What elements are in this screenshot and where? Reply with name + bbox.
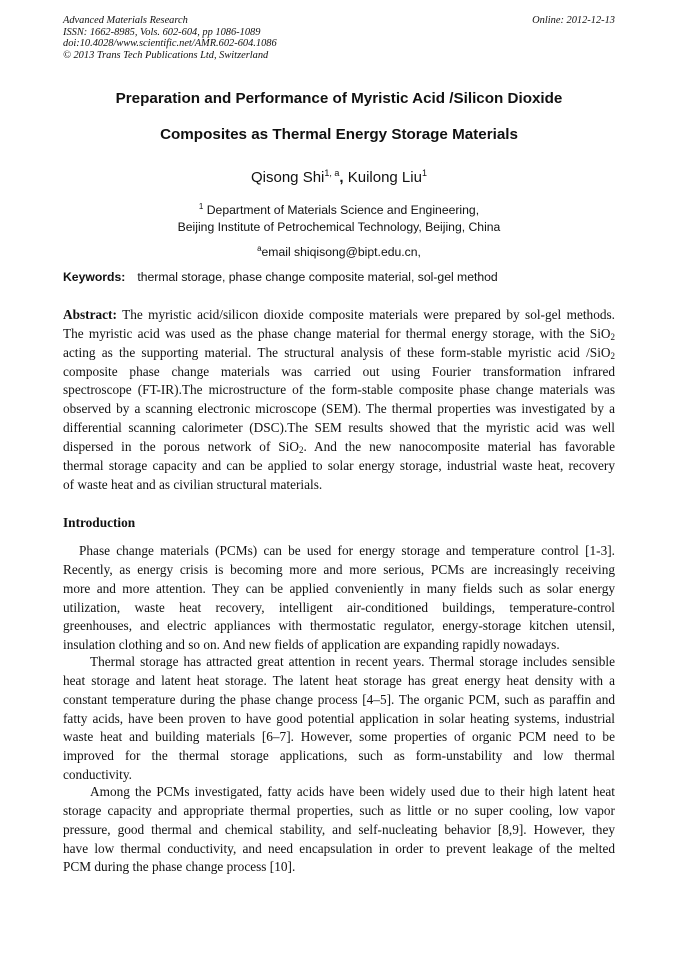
title-line-2: Composites as Thermal Energy Storage Materials <box>160 126 518 143</box>
intro-paragraph-1 <box>63 542 615 655</box>
paragraph-line: have low thermal conductivity, and need encapsulation in order to prevent leakage of the melted <box>63 840 615 856</box>
section-heading-introduction: Introduction <box>63 515 136 530</box>
paragraph-line: heat storage and latent heat storage. The latent heat storage has great energy heat density with a <box>63 672 615 688</box>
contact-email <box>0 241 678 261</box>
online-date: Online: 2012-12-13 <box>532 15 615 26</box>
abstract-line: Abstract: The myristic acid/silicon dioxide composite materials were prepared by sol-gel methods. <box>63 307 615 322</box>
abstract-line: acting as the supporting material. The structural analysis of these form-stable myristic acid /SiO$_2$ <box>63 344 615 361</box>
affiliation-mark: 1 <box>198 202 204 211</box>
title-line-1: Preparation and Performance of Myristic Acid /Silicon Dioxide <box>115 90 563 107</box>
journal-name: Advanced Materials Research <box>63 15 188 26</box>
paragraph-line: utilization, waste heat recovery, intelligent air-conditioned buildings, temperature-control <box>63 599 615 615</box>
paragraph-line: conductivity. <box>63 767 132 783</box>
author-list <box>0 168 678 186</box>
abstract-line: The myristic acid was used as the phase change material for thermal energy storage, with the SiO$_2$ <box>63 325 615 342</box>
paragraph-line: pressure, good thermal and chemical stability, and self-nucleating behavior [8,9]. However, they <box>63 821 615 837</box>
intro-paragraph-3 <box>63 783 615 877</box>
paragraph-line: waste heat and building materials [6–7]. However, some properties of organic PCM need to be <box>63 729 615 745</box>
abstract-line: composite phase change materials was carried out using Fourier transformation infrared <box>63 363 615 379</box>
author-1-affiliation-mark: 1, a <box>324 168 340 178</box>
abstract-label: Abstract: <box>63 307 117 322</box>
journal-header <box>63 15 615 61</box>
author-2: Kuilong Liu <box>343 169 422 186</box>
affiliation-institute: Beijing Institute of Petrochemical Technology, Beijing, China <box>177 219 501 234</box>
keywords <box>63 270 615 284</box>
abstract-line: differential scanning calorimeter (DSC).The SEM results showed that the myristic acid was well <box>63 420 615 436</box>
paragraph-line: Phase change materials (PCMs) can be used for energy storage and temperature control [1-3]. <box>79 543 615 558</box>
paragraph-line: greenhouses, and electric appliances with thermostatic regulator, energy-storage kitchen utensil, <box>63 618 615 634</box>
author-separator: , <box>339 169 344 186</box>
paragraph-line: storage capacity and appropriate thermal properties, such as little or no super cooling, low vapor <box>63 802 615 818</box>
doi-line: doi:10.4028/www.scientific.net/AMR.602-604.1086 <box>63 38 277 50</box>
abstract-line: observed by a scanning electronic microscope (SEM). The thermal properties was investigated by a <box>63 401 615 417</box>
email-mark: a <box>257 244 262 253</box>
paragraph-line: fatty acids, have been proven to have good potential application in solar heating systems, industrial <box>63 710 615 726</box>
abstract-line: of waste heat and as civilian structural materials. <box>63 476 323 492</box>
paragraph-line: Among the PCMs investigated, fatty acids have been widely used due to their high latent heat <box>90 784 615 799</box>
copyright-line: © 2013 Trans Tech Publications Ltd, Switzerland <box>63 49 269 61</box>
keywords-label: Keywords: <box>63 270 126 284</box>
abstract <box>63 306 615 494</box>
paragraph-line: constant temperature during the phase change process [4–5]. The organic PCM, such as paraffin and <box>63 691 615 707</box>
abstract-line: thermal storage capacity and can be applied to solar energy storage, industrial waste heat, recovery <box>63 457 615 473</box>
paragraph-line: PCM during the phase change process [10]. <box>63 859 296 875</box>
paragraph-line: Recently, as energy crisis is becoming more and more serious, PCMs are increasingly receiving <box>63 561 615 577</box>
affiliation-department: Department of Materials Science and Engineering, <box>203 203 480 217</box>
author-1: Qisong Shi <box>251 169 325 186</box>
author-2-affiliation-mark: 1 <box>421 168 427 178</box>
paragraph-line: insulation clothing and so on. And new fields of application are expanding rapidly nowadays. <box>63 637 560 653</box>
abstract-line: dispersed in the porous network of SiO$_2$. And the new nanocomposite material has favorable <box>63 438 615 455</box>
intro-paragraph-2 <box>63 653 615 785</box>
paragraph-line: improved for the thermal storage applications, such as form-unstability and low thermal <box>63 748 615 764</box>
keywords-text: thermal storage, phase change composite material, sol-gel method <box>137 270 498 284</box>
affiliation <box>0 199 678 235</box>
paragraph-line: Thermal storage has attracted great attention in recent years. Thermal storage includes sensible <box>90 654 615 669</box>
paragraph-line: more and more attention. They can be applied conveniently in many fields such as solar energy <box>63 580 615 596</box>
abstract-line: spectroscope (FT-IR).The microstructure of the form-stable composite phase change materials was <box>63 382 615 398</box>
email-address: email shiqisong@bipt.edu.cn, <box>261 245 421 259</box>
issn-line: ISSN: 1662-8985, Vols. 602-604, pp 1086-1089 <box>63 26 261 38</box>
